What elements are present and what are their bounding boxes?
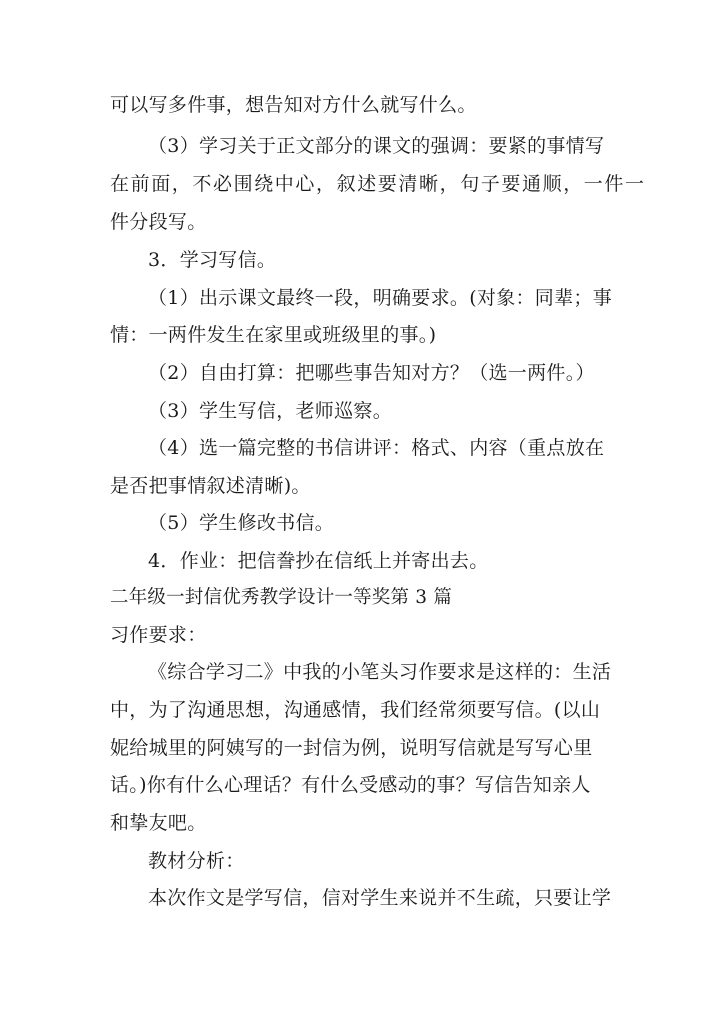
paragraph-line: 3．学习写信。 (148, 249, 277, 271)
paragraph-line: （5）学生修改书信。 (148, 512, 335, 534)
paragraph-line: 件分段写。 (110, 211, 207, 233)
paragraph-line: 情：一两件发生在家里或班级里的事。) (110, 324, 437, 346)
paragraph-line: （3）学生写信，老师巡察。 (148, 400, 392, 422)
paragraph-line: 可以写多件事，想告知对方什么就写什么。 (110, 94, 477, 116)
paragraph-line: （1）出示课文最终一段，明确要求。(对象：同辈；事 (148, 287, 613, 309)
section-heading: 二年级一封信优秀教学设计一等奖第 3 篇 (110, 587, 453, 608)
paragraph-line: 在前面，不必围绕中心，叙述要清晰，句子要通顺，一件一 (110, 173, 646, 195)
paragraph-line: 教材分析： (148, 850, 245, 872)
paragraph-line: （2）自由打算：把哪些事告知对方？（选一两件。） (148, 362, 595, 384)
paragraph-line: 本次作文是学写信，信对学生来说并不生疏，只要让学 (148, 887, 612, 909)
paragraph-line: 妮给城里的阿姨写的一封信为例，说明写信就是写写心里 (110, 737, 593, 759)
paragraph-line: 习作要求： (110, 624, 207, 646)
paragraph-line: 是否把事情叙述清晰)。 (110, 475, 311, 497)
paragraph-line: 4．作业：把信誊抄在信纸上并寄出去。 (148, 550, 489, 572)
paragraph-line: 话。)你有什么心理话？有什么受感动的事？写信告知亲人 (110, 774, 591, 796)
paragraph-line: （3）学习关于正文部分的课文的强调：要紧的事情写 (148, 135, 605, 157)
paragraph-line: 中，为了沟通思想，沟通感情，我们经常须要写信。(以山 (110, 699, 601, 721)
paragraph-line: 《综合学习二》中我的小笔头习作要求是这样的：生活 (148, 661, 612, 683)
paragraph-line: （4）选一篇完整的书信讲评：格式、内容（重点放在 (148, 437, 605, 459)
paragraph-line: 和挚友吧。 (110, 812, 207, 834)
